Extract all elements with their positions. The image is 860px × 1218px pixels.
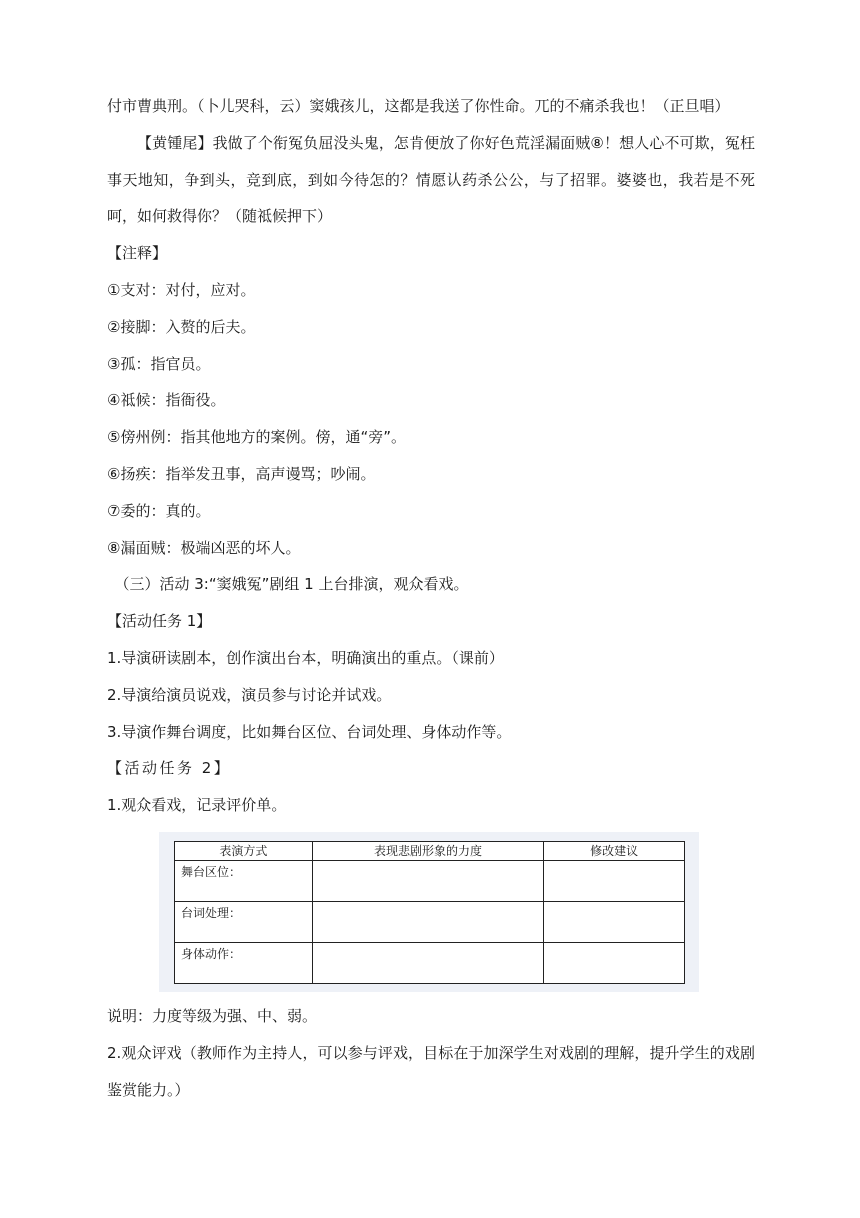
- table-cell: [544, 942, 685, 983]
- task2-item: 2.观众评戏（教师作为主持人，可以参与评戏，目标在于加深学生对戏剧的理解，提升学生的戏剧鉴赏能力。）: [107, 1043, 755, 1099]
- table-row: [175, 942, 685, 983]
- table-cell: [312, 901, 543, 942]
- table-row: [175, 860, 685, 901]
- task2-heading: 【活动任务 2】: [107, 759, 232, 778]
- table-row-label: 舞台区位：: [175, 860, 313, 901]
- note-item: ⑤傍州例：指其他地方的案例。傍，通“旁”。: [107, 428, 406, 447]
- task1-item: 1.导演研读剧本，创作演出台本，明确演出的重点。（课前）: [107, 648, 504, 667]
- evaluation-table: [174, 841, 685, 984]
- document-body: [107, 88, 755, 1108]
- paragraph-continued: 付市曹典刑。（卜儿哭科，云）窦娥孩儿，这都是我送了你性命。兀的不痛杀我也！（正旦唱）: [107, 97, 730, 115]
- note-item: ②接脚：入赘的后夫。: [107, 317, 256, 336]
- table-header-cell: 表现悲剧形象的力度: [312, 841, 543, 860]
- table-row: [175, 901, 685, 942]
- table-cell: [312, 942, 543, 983]
- note-item: ①支对：对付，应对。: [107, 280, 256, 299]
- notes-heading: 【注释】: [107, 244, 168, 263]
- table-cell: [312, 860, 543, 901]
- task1-item: 2.导演给演员说戏，演员参与讨论并试戏。: [107, 685, 392, 704]
- task1-heading: 【活动任务 1】: [107, 612, 212, 631]
- note-item: ⑧漏面贼：极端凶恶的坏人。: [107, 538, 301, 557]
- note-item: ③孤：指官员。: [107, 354, 211, 373]
- table-cell: [544, 901, 685, 942]
- paragraph-huangzhongwei: 【黄锺尾】我做了个衔冤负屈没头鬼，怎肯便放了你好色荒淫漏面贼⑧！想人心不可欺，冤枉事天地知，争到头，竞到底，到如今待怎的？情愿认药杀公公，与了招罪。婆婆也，我若是不死呵，如何救得你？（随祗候押下）: [107, 133, 755, 226]
- table-header-row: [175, 841, 685, 860]
- table-header-cell: 表演方式: [175, 841, 313, 860]
- task2-item: 1.观众看戏，记录评价单。: [107, 796, 287, 815]
- table-row-label: 台词处理：: [175, 901, 313, 942]
- table-header-cell: 修改建议: [544, 841, 685, 860]
- task1-item: 3.导演作舞台调度，比如舞台区位、台词处理、身体动作等。: [107, 722, 512, 741]
- note-item: ⑦委的：真的。: [107, 501, 211, 520]
- note-text: 说明：力度等级为强、中、弱。: [107, 1006, 318, 1025]
- evaluation-table-image: [159, 832, 699, 992]
- table-cell: [544, 860, 685, 901]
- note-item: ④祗候：指衙役。: [107, 391, 226, 410]
- activity-heading: （三）活动 3:“窦娥冤”剧组 1 上台排演，观众看戏。: [114, 575, 469, 594]
- note-item: ⑥扬疾：指举发丑事，高声谩骂；吵闹。: [107, 464, 376, 483]
- table-row-label: 身体动作：: [175, 942, 313, 983]
